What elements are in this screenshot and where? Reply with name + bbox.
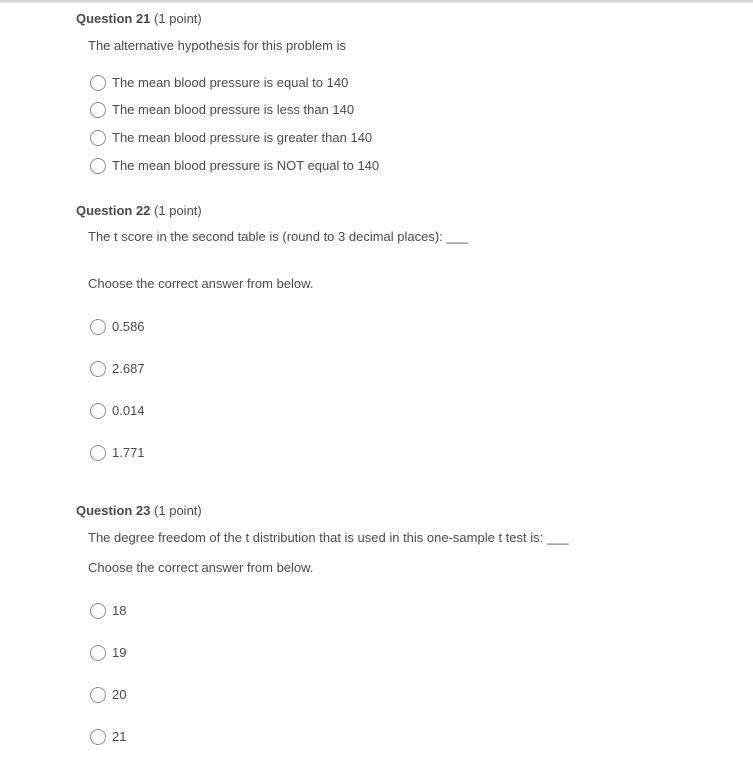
question-prompt: The t score in the second table is (round to 3 decimal places): ___	[88, 229, 469, 244]
answer-option[interactable]	[90, 728, 126, 746]
question-points: (1 point)	[154, 11, 202, 26]
radio-button[interactable]	[90, 102, 106, 118]
question-title	[76, 503, 202, 519]
option-label: 18	[112, 603, 127, 618]
option-label: 2.687	[112, 361, 145, 376]
option-label: The mean blood pressure is NOT equal to 140	[112, 158, 380, 173]
question-title	[76, 11, 202, 27]
radio-button[interactable]	[90, 75, 106, 91]
answer-option[interactable]	[90, 602, 126, 620]
question-points: (1 point)	[154, 203, 202, 218]
answer-option[interactable]	[90, 644, 126, 662]
option-label: 0.586	[112, 319, 145, 334]
radio-button[interactable]	[90, 130, 106, 146]
option-label: The mean blood pressure is equal to 140	[112, 75, 349, 90]
option-label: 19	[112, 645, 127, 660]
question-number: Question 21	[76, 11, 151, 26]
answer-option[interactable]	[90, 318, 145, 336]
question-number: Question 22	[76, 203, 151, 218]
answer-option[interactable]	[90, 74, 348, 92]
radio-button[interactable]	[90, 729, 106, 745]
question-points: (1 point)	[154, 503, 202, 518]
radio-button[interactable]	[90, 445, 106, 461]
option-label: The mean blood pressure is less than 140	[112, 102, 355, 117]
radio-button[interactable]	[90, 403, 106, 419]
radio-button[interactable]	[90, 158, 106, 174]
option-label: 0.014	[112, 403, 145, 418]
radio-button[interactable]	[90, 361, 106, 377]
radio-button[interactable]	[90, 645, 106, 661]
question-number: Question 23	[76, 503, 151, 518]
radio-button[interactable]	[90, 319, 106, 335]
option-label: 1.771	[112, 445, 145, 460]
radio-button[interactable]	[90, 687, 106, 703]
option-label: 21	[112, 729, 127, 744]
answer-option[interactable]	[90, 686, 126, 704]
question-instruction: Choose the correct answer from below.	[88, 560, 314, 575]
answer-option[interactable]	[90, 360, 145, 378]
question-prompt: The degree freedom of the t distribution that is used in this one-sample t test is: ___	[88, 530, 569, 545]
option-label: 20	[112, 687, 127, 702]
question-prompt: The alternative hypothesis for this problem is	[88, 38, 346, 53]
answer-option[interactable]	[90, 402, 145, 420]
answer-option[interactable]	[90, 444, 145, 462]
top-divider	[0, 0, 753, 3]
answer-option[interactable]	[90, 101, 354, 119]
question-instruction: Choose the correct answer from below.	[88, 276, 314, 291]
answer-option[interactable]	[90, 157, 379, 175]
radio-button[interactable]	[90, 603, 106, 619]
option-label: The mean blood pressure is greater than 140	[112, 130, 373, 145]
answer-option[interactable]	[90, 129, 372, 147]
question-title	[76, 203, 202, 219]
